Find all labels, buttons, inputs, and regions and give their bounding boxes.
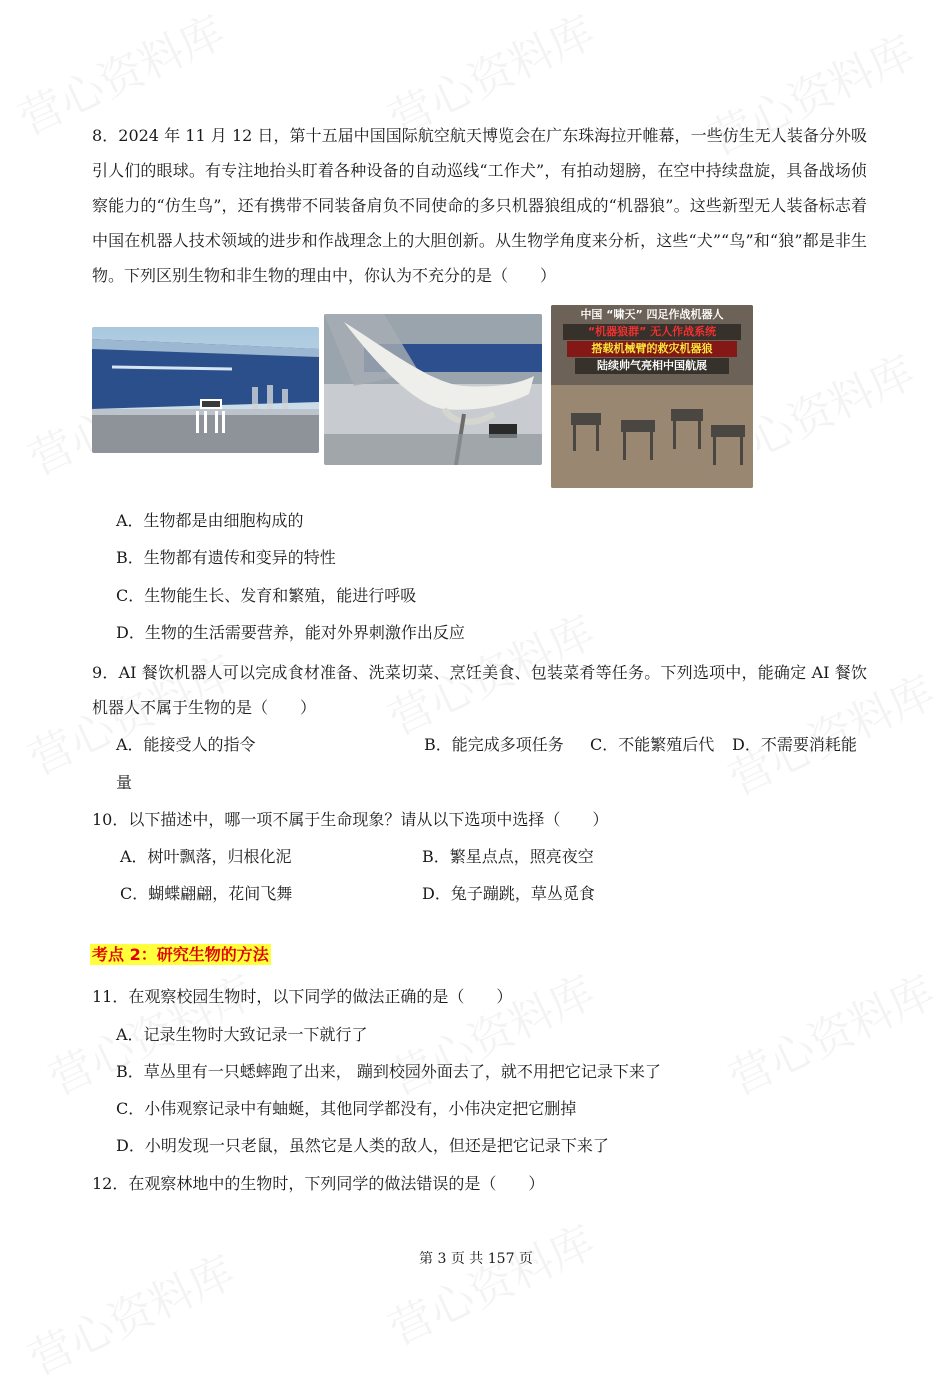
airshow-robot-dog-photo — [92, 327, 319, 453]
q9-option-d: D．不需要消耗能 — [732, 735, 857, 754]
page-footer: 第 3 页 共 157 页 — [419, 1251, 533, 1267]
photo-caption-line-1: 中国 “啸天” 四足作战机器人 — [580, 308, 724, 321]
section-heading — [90, 945, 271, 965]
q8-option-d: D．生物的生活需要营养，能对外界刺激作出反应 — [116, 623, 465, 642]
question-9-stem: 9．AI 餐饮机器人可以完成食材准备、洗菜切菜、烹饪美食、包装菜肴等任务。下列选项中，能确定 AI 餐饮机器人不属于生物的是（ ） — [92, 663, 867, 717]
q9-option-a: A．能接受人的指令 — [116, 735, 256, 754]
photo-caption-line-4: 陆续帅气亮相中国航展 — [575, 358, 729, 374]
question-8-stem: 8．2024 年 11 月 12 日，第十五届中国国际航空航天博览会在广东珠海拉开帷幕，一些仿生无人装备分外吸引人们的眼球。有专注地抬头盯着各种设备的自动巡线“工作犬”，有拍动翅膀，在空中持续盘旋，具备战场侦察能力的“仿生鸟”，还有携带不同装备肩负不同使命的多只机器狼组成的“机器狼”。这些新型无人装备标志着中国在机器人技术领域的进步和作战理念上的大胆创新。从生物学角度来分析，这些“犬”“鸟”和“狼”都是非生物。下列区别生物和非生物的理由中，你认为不充分的是（ ） — [92, 126, 867, 285]
q8-option-b: B．生物都有遗传和变异的特性 — [116, 548, 336, 567]
q10-option-d: D．兔子蹦跳，草丛觅食 — [422, 884, 595, 903]
photo-caption-line-2: “机器狼群” 无人作战系统 — [563, 324, 741, 340]
q10-option-b: B．繁星点点，照亮夜空 — [422, 847, 594, 866]
watermark — [377, 957, 603, 1108]
q9-option-b: B．能完成多项任务 — [424, 735, 564, 754]
photo-caption-line-3: 搭载机械臂的救灾机器狼 — [567, 341, 737, 357]
q11-option-a: A．记录生物时大致记录一下就行了 — [116, 1025, 368, 1044]
bionic-bird-photo — [324, 314, 542, 465]
q10-option-a: A．树叶飘落，归根化泥 — [120, 847, 292, 866]
q9-option-d-continued: 量 — [116, 773, 133, 792]
question-12-stem: 12．在观察林地中的生物时，下列同学的做法错误的是（ ） — [92, 1174, 545, 1193]
question-11-stem: 11．在观察校园生物时，以下同学的做法正确的是（ ） — [92, 987, 513, 1006]
watermark — [717, 957, 943, 1108]
section-heading-highlight: 考点 2：研究生物的方法 — [92, 945, 269, 964]
q11-option-c: C．小伟观察记录中有蚰蜒，其他同学都没有，小伟决定把它删掉 — [116, 1099, 577, 1118]
q9-option-c: C．不能繁殖后代 — [590, 735, 715, 754]
watermark — [377, 1207, 603, 1358]
robot-wolf-pack-photo — [551, 305, 753, 488]
q8-option-c: C．生物能生长、发育和繁殖，能进行呼吸 — [116, 586, 417, 605]
q11-option-b: B．草丛里有一只蟋蟀跑了出来， 蹦到校园外面去了，就不用把它记录下来了 — [116, 1062, 661, 1081]
q11-option-d: D．小明发现一只老鼠，虽然它是人类的敌人，但还是把它记录下来了 — [116, 1136, 609, 1155]
question-10-stem: 10．以下描述中，哪一项不属于生命现象？请从以下选项中选择（ ） — [92, 810, 609, 829]
q8-option-a: A．生物都是由细胞构成的 — [116, 511, 304, 530]
q10-option-c: C．蝴蝶翩翩，花间飞舞 — [120, 884, 293, 903]
